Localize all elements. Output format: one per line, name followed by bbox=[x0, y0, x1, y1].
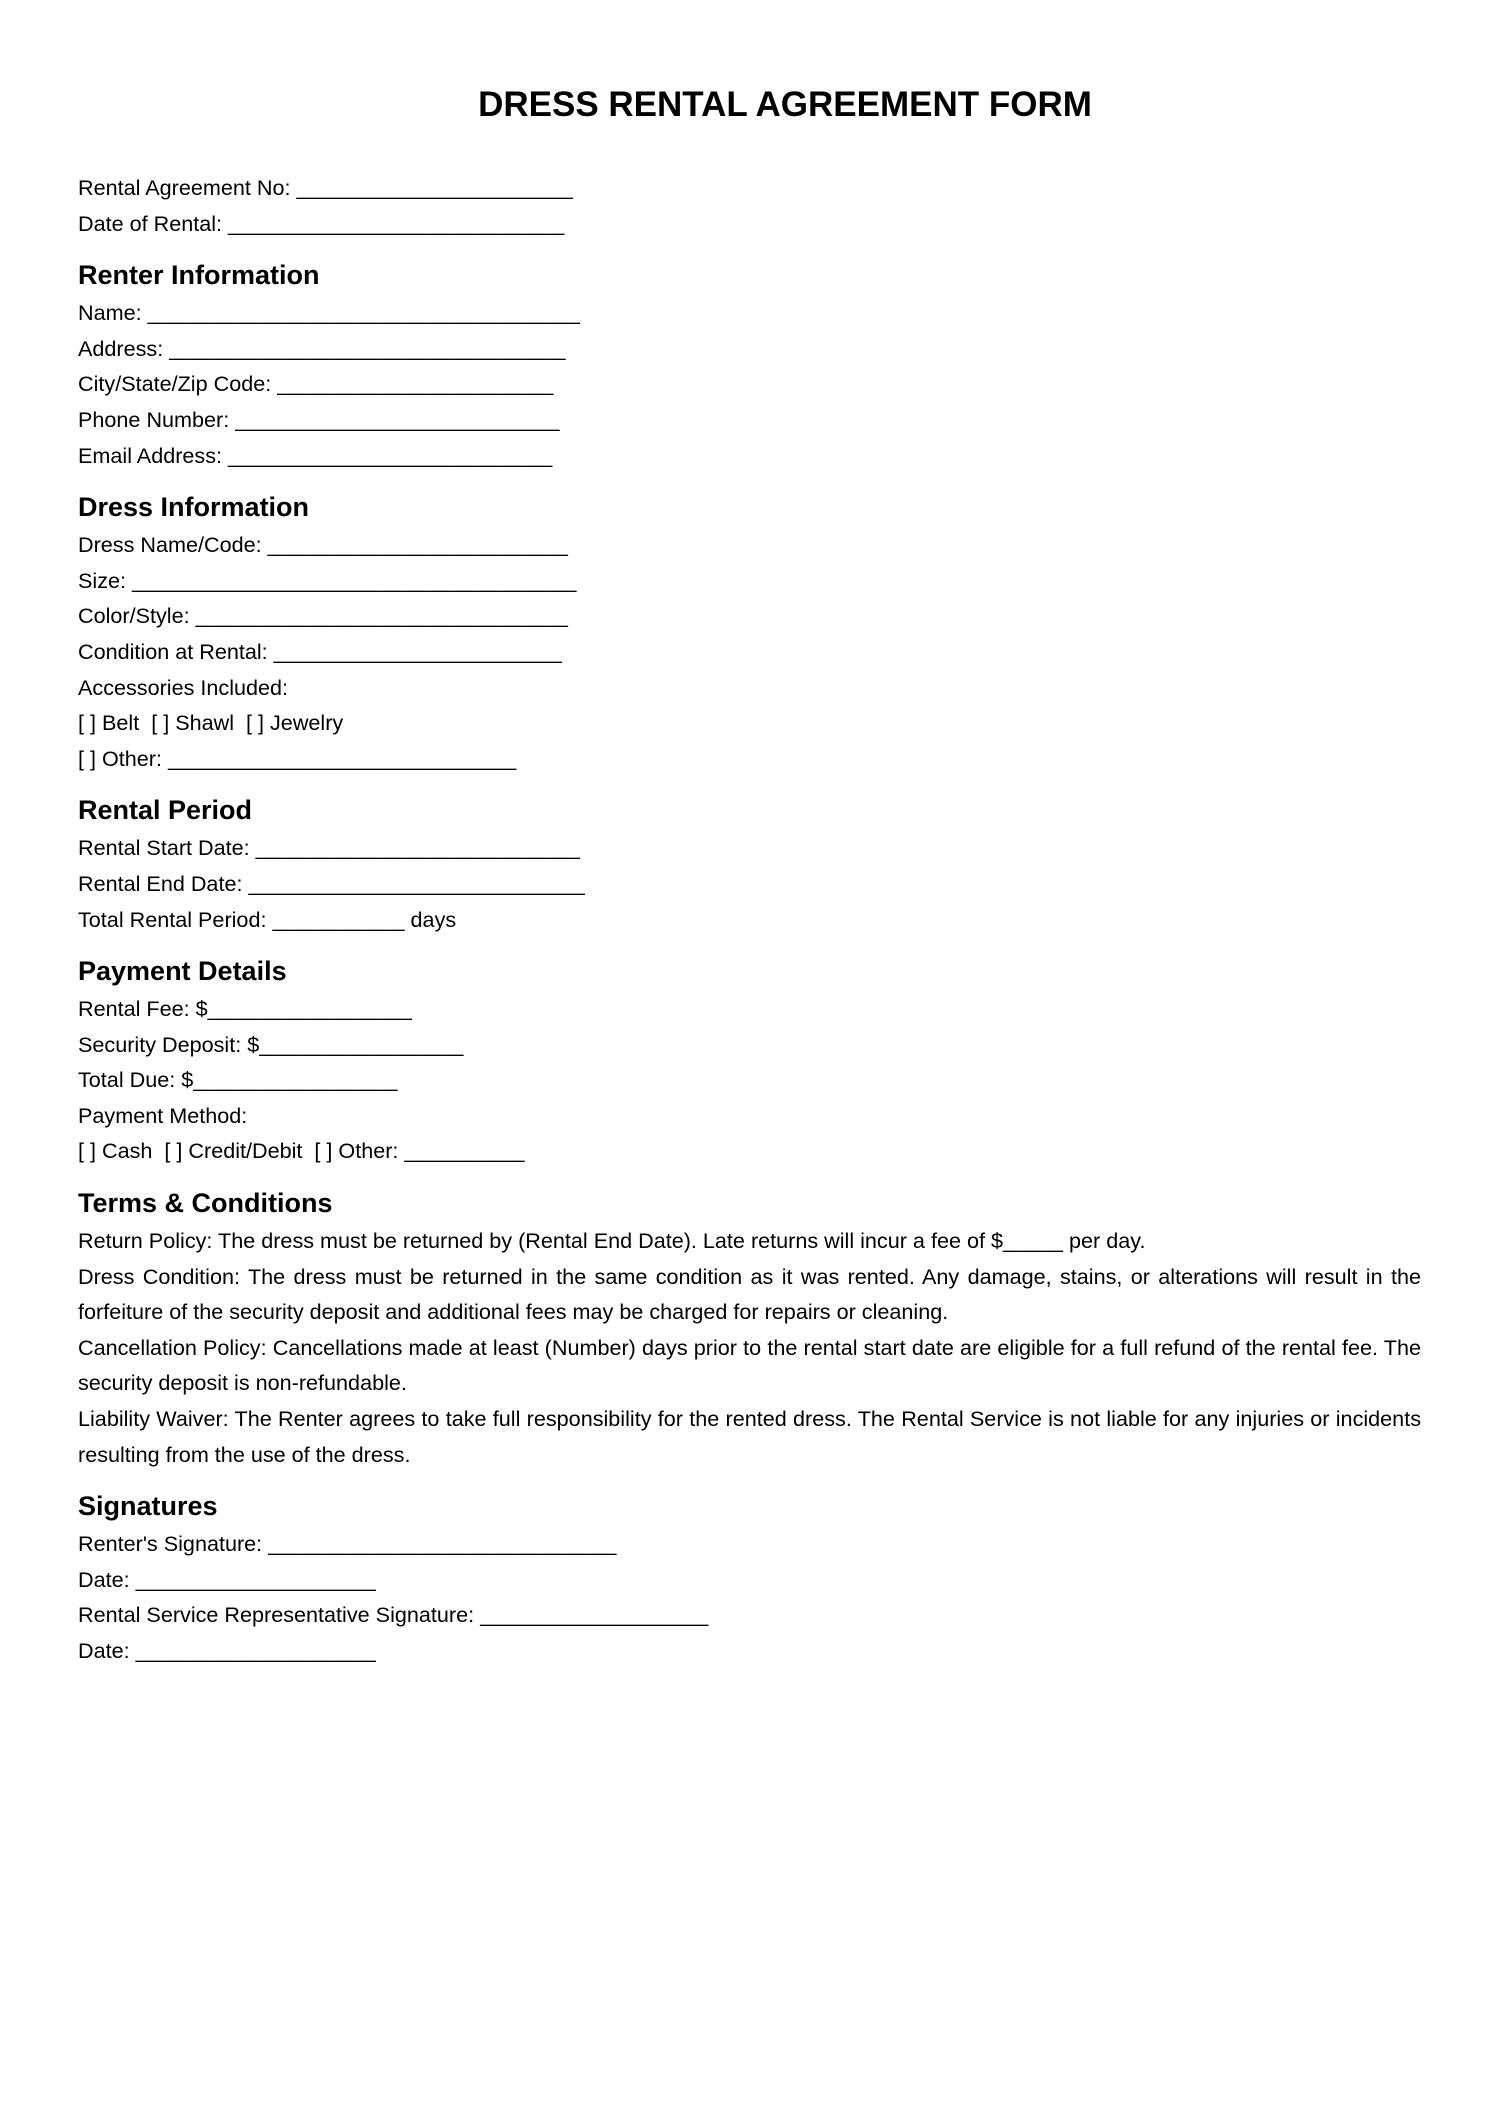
document-title: DRESS RENTAL AGREEMENT FORM bbox=[478, 85, 1092, 124]
dress-condition-field: Condition at Rental: ________________________ bbox=[78, 638, 562, 664]
representative-signature-date-field: Date: ____________________ bbox=[78, 1638, 376, 1663]
return-policy-paragraph: Return Policy: The dress must be returned by (Rental End Date). Late returns will incur a fee of $_____ per day. bbox=[78, 1228, 1146, 1254]
accessories-label: Accessories Included: bbox=[78, 674, 289, 700]
rental-period-heading: Rental Period bbox=[78, 795, 253, 826]
renter-name-field: Name: ____________________________________ bbox=[78, 300, 580, 326]
dress-name-code-field: Dress Name/Code: _________________________ bbox=[78, 532, 568, 558]
renter-signature-field: Renter's Signature: _____________________________ bbox=[78, 1531, 617, 1557]
total-rental-period-field: Total Rental Period: ___________ days bbox=[78, 906, 457, 932]
payment-method-checkboxes: [ ] Cash [ ] Credit/Debit [ ] Other: __________ bbox=[78, 1138, 525, 1164]
dress-color-style-field: Color/Style: _______________________________ bbox=[78, 603, 568, 629]
terms-conditions-heading: Terms & Conditions bbox=[78, 1188, 333, 1219]
accessories-other-field: [ ] Other: _____________________________ bbox=[78, 745, 517, 771]
form-body bbox=[78, 170, 1421, 1669]
rental-fee-field: Rental Fee: $_________________ bbox=[78, 996, 412, 1022]
cancellation-policy-paragraph: Cancellation Policy: Cancellations made at least (Number) days prior to the rental start date are eligible for a full refund of the rental fee. The security deposit is non-refundable. bbox=[78, 1334, 1421, 1396]
signatures-heading: Signatures bbox=[78, 1491, 218, 1522]
liability-waiver-paragraph: Liability Waiver: The Renter agrees to take full responsibility for the rented dress. The Rental Service is not liable for any injuries or incidents resulting from the use of the dress. bbox=[78, 1406, 1421, 1467]
renter-city-state-zip-field: City/State/Zip Code: _______________________ bbox=[78, 371, 554, 397]
accessories-checkboxes: [ ] Belt [ ] Shawl [ ] Jewelry bbox=[78, 710, 344, 736]
total-due-field: Total Due: $_________________ bbox=[78, 1067, 398, 1093]
renter-email-field: Email Address: ___________________________ bbox=[78, 442, 553, 468]
payment-details-heading: Payment Details bbox=[78, 956, 287, 987]
renter-signature-date-field: Date: ____________________ bbox=[78, 1566, 376, 1592]
date-of-rental-field: Date of Rental: ____________________________ bbox=[78, 210, 565, 236]
dress-information-heading: Dress Information bbox=[78, 492, 310, 523]
dress-size-field: Size: _____________________________________ bbox=[78, 567, 577, 593]
payment-method-label: Payment Method: bbox=[78, 1102, 248, 1128]
dress-condition-paragraph: Dress Condition: The dress must be returned in the same condition as it was rented. Any damage, stains, or alterations will result in the forfeiture of the security deposit and additional fees may be charged for repairs or cleaning. bbox=[78, 1263, 1421, 1325]
agreement-number-field: Rental Agreement No: _______________________ bbox=[78, 175, 573, 200]
rental-start-date-field: Rental Start Date: ___________________________ bbox=[78, 835, 580, 861]
security-deposit-field: Security Deposit: $_________________ bbox=[78, 1031, 464, 1057]
rental-end-date-field: Rental End Date: ____________________________ bbox=[78, 870, 585, 896]
renter-address-field: Address: _________________________________ bbox=[78, 335, 566, 361]
renter-information-heading: Renter Information bbox=[78, 260, 320, 291]
renter-phone-field: Phone Number: ___________________________ bbox=[78, 406, 560, 432]
representative-signature-field: Rental Service Representative Signature: ___________________ bbox=[78, 1602, 709, 1628]
